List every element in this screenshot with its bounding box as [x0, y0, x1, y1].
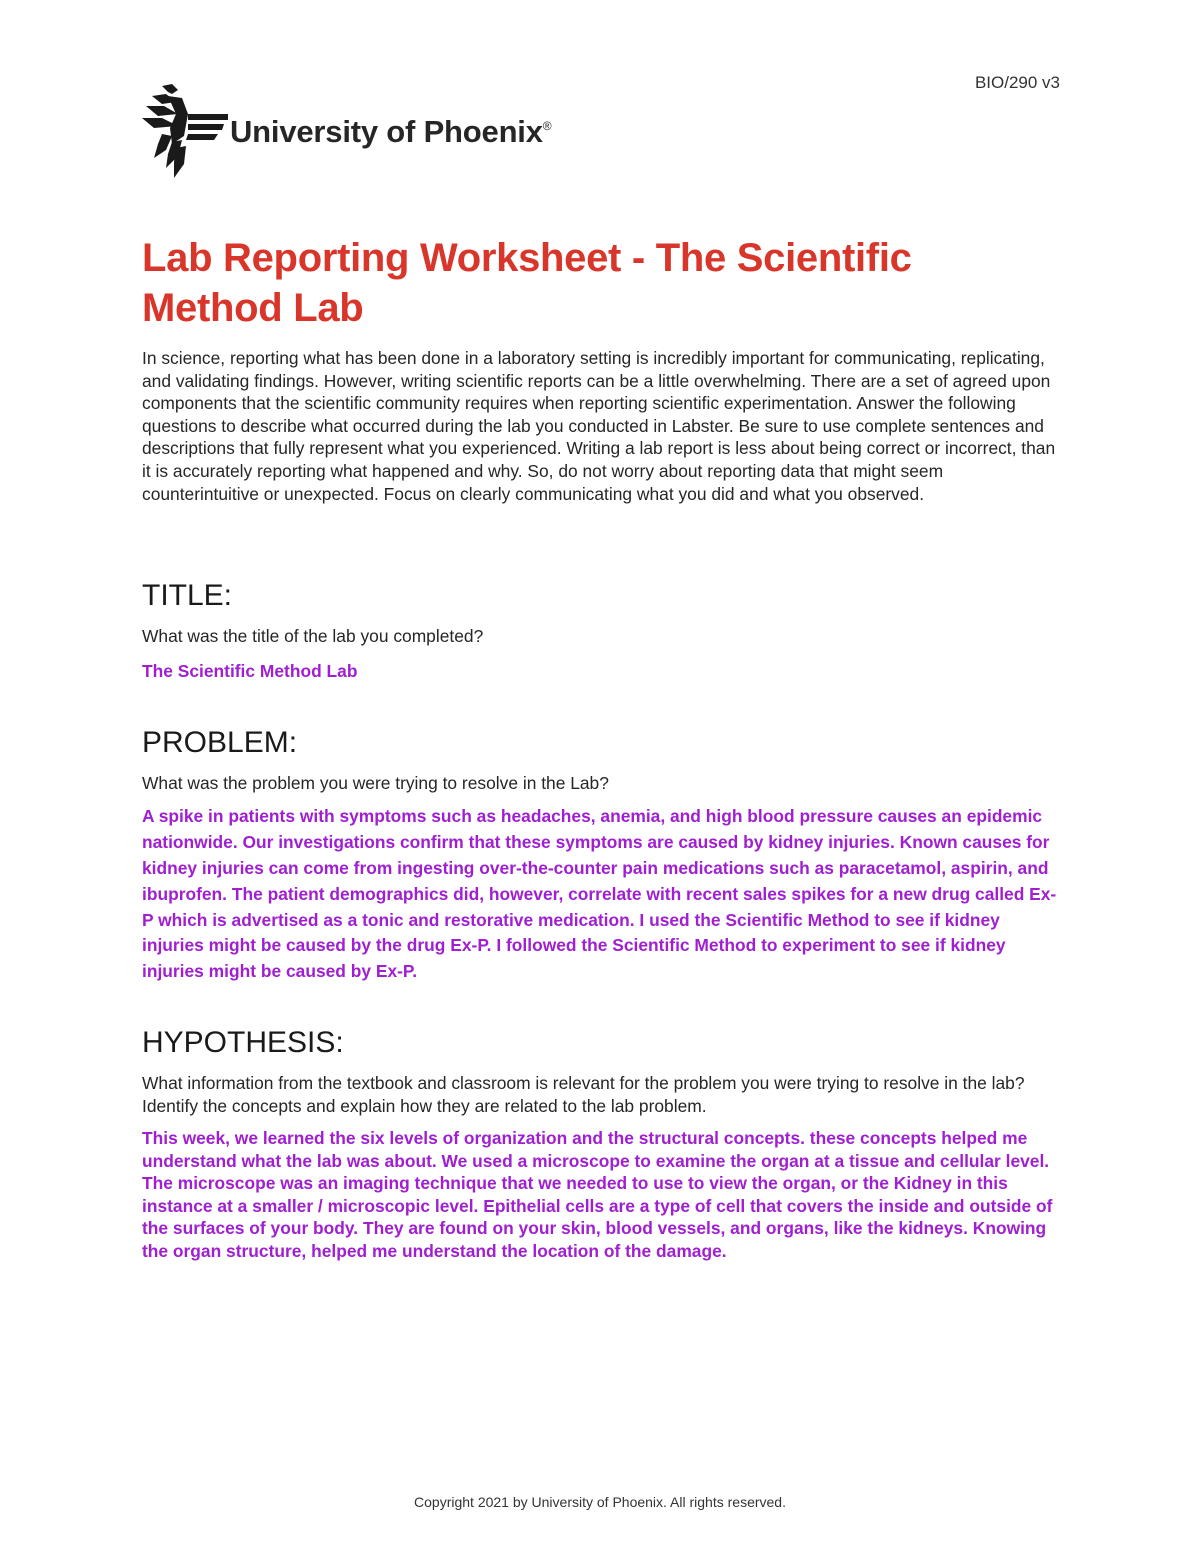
hypothesis-answer: This week, we learned the six levels of organization and the structural concepts. these concepts helped me understand what the lab was about. We used a microscope to examine the organ at a tissue and cellular level. The microscope was an imaging technique that we needed to use to view the organ, or the Kidney in this instance at a smaller / microscopic level. Epithelial cells are a type of cell that covers the inside and outside of the surfaces of your body. They are found on your skin, blood vessels, and organs, like the kidneys. Knowing the organ structure, helped me understand the location of the damage. [142, 1128, 1053, 1262]
hypothesis-heading: HYPOTHESIS: [142, 1025, 344, 1059]
title-section [142, 578, 1062, 683]
title-question: What was the title of the lab you completed? [142, 626, 484, 647]
problem-section [142, 725, 1062, 985]
copyright-footer: Copyright 2021 by University of Phoenix. All rights reserved. [414, 1494, 786, 1510]
university-logo [142, 84, 562, 179]
hypothesis-section [142, 1025, 1062, 1263]
title-heading: TITLE: [142, 579, 233, 613]
problem-question: What was the problem you were trying to resolve in the Lab? [142, 772, 609, 793]
hypothesis-question: What information from the textbook and classroom is relevant for the problem you were trying to resolve in the lab? Identify the concepts and explain how they are related to the lab problem. [142, 1072, 1025, 1116]
problem-heading: PROBLEM: [142, 725, 298, 759]
intro-paragraph: In science, reporting what has been done in a laboratory setting is incredibly important for communicating, replicating, and validating findings. However, writing scientific reports can be a little overwhelming. There are a set of agreed upon components that the scientific community requires when reporting scientific experimentation. Answer the following questions to describe what occurred during the lab you conducted in Labster. Be sure to use complete sentences and descriptions that fully represent what you experienced. Writing a lab report is less about being correct or incorrect, than it is accurately reporting what happened and why. So, do not worry about reporting data that might seem counterintuitive or unexpected. Focus on clearly communicating what you did and what you observed. [142, 348, 1056, 504]
worksheet-content [142, 233, 1062, 1263]
phoenix-bird-icon [142, 84, 228, 179]
course-code: BIO/290 v3 [974, 73, 1060, 92]
problem-answer: A spike in patients with symptoms such as headaches, anemia, and high blood pressure causes an epidemic nationwide. Our investigations confirm that these symptoms are caused by kidney injuries. Known causes for kidney injuries can come from ingesting over-the-counter pain medications such as paracetamol, aspirin, and ibuprofen. The patient demographics did, however, correlate with recent sales spikes for a new drug called Ex- P which is advertised as a tonic and restorative medication. I used the Scientific Method to see if kidney injuries might be caused by the drug Ex-P. I followed the Scientific Method to experiment to see if kidney injuries might be caused by Ex-P. [142, 806, 1057, 982]
title-answer: The Scientific Method Lab [142, 660, 358, 681]
document-title: Lab Reporting Worksheet - The Scientific Method Lab [142, 236, 912, 330]
logo-wordmark: University of Phoenix® [230, 114, 552, 149]
